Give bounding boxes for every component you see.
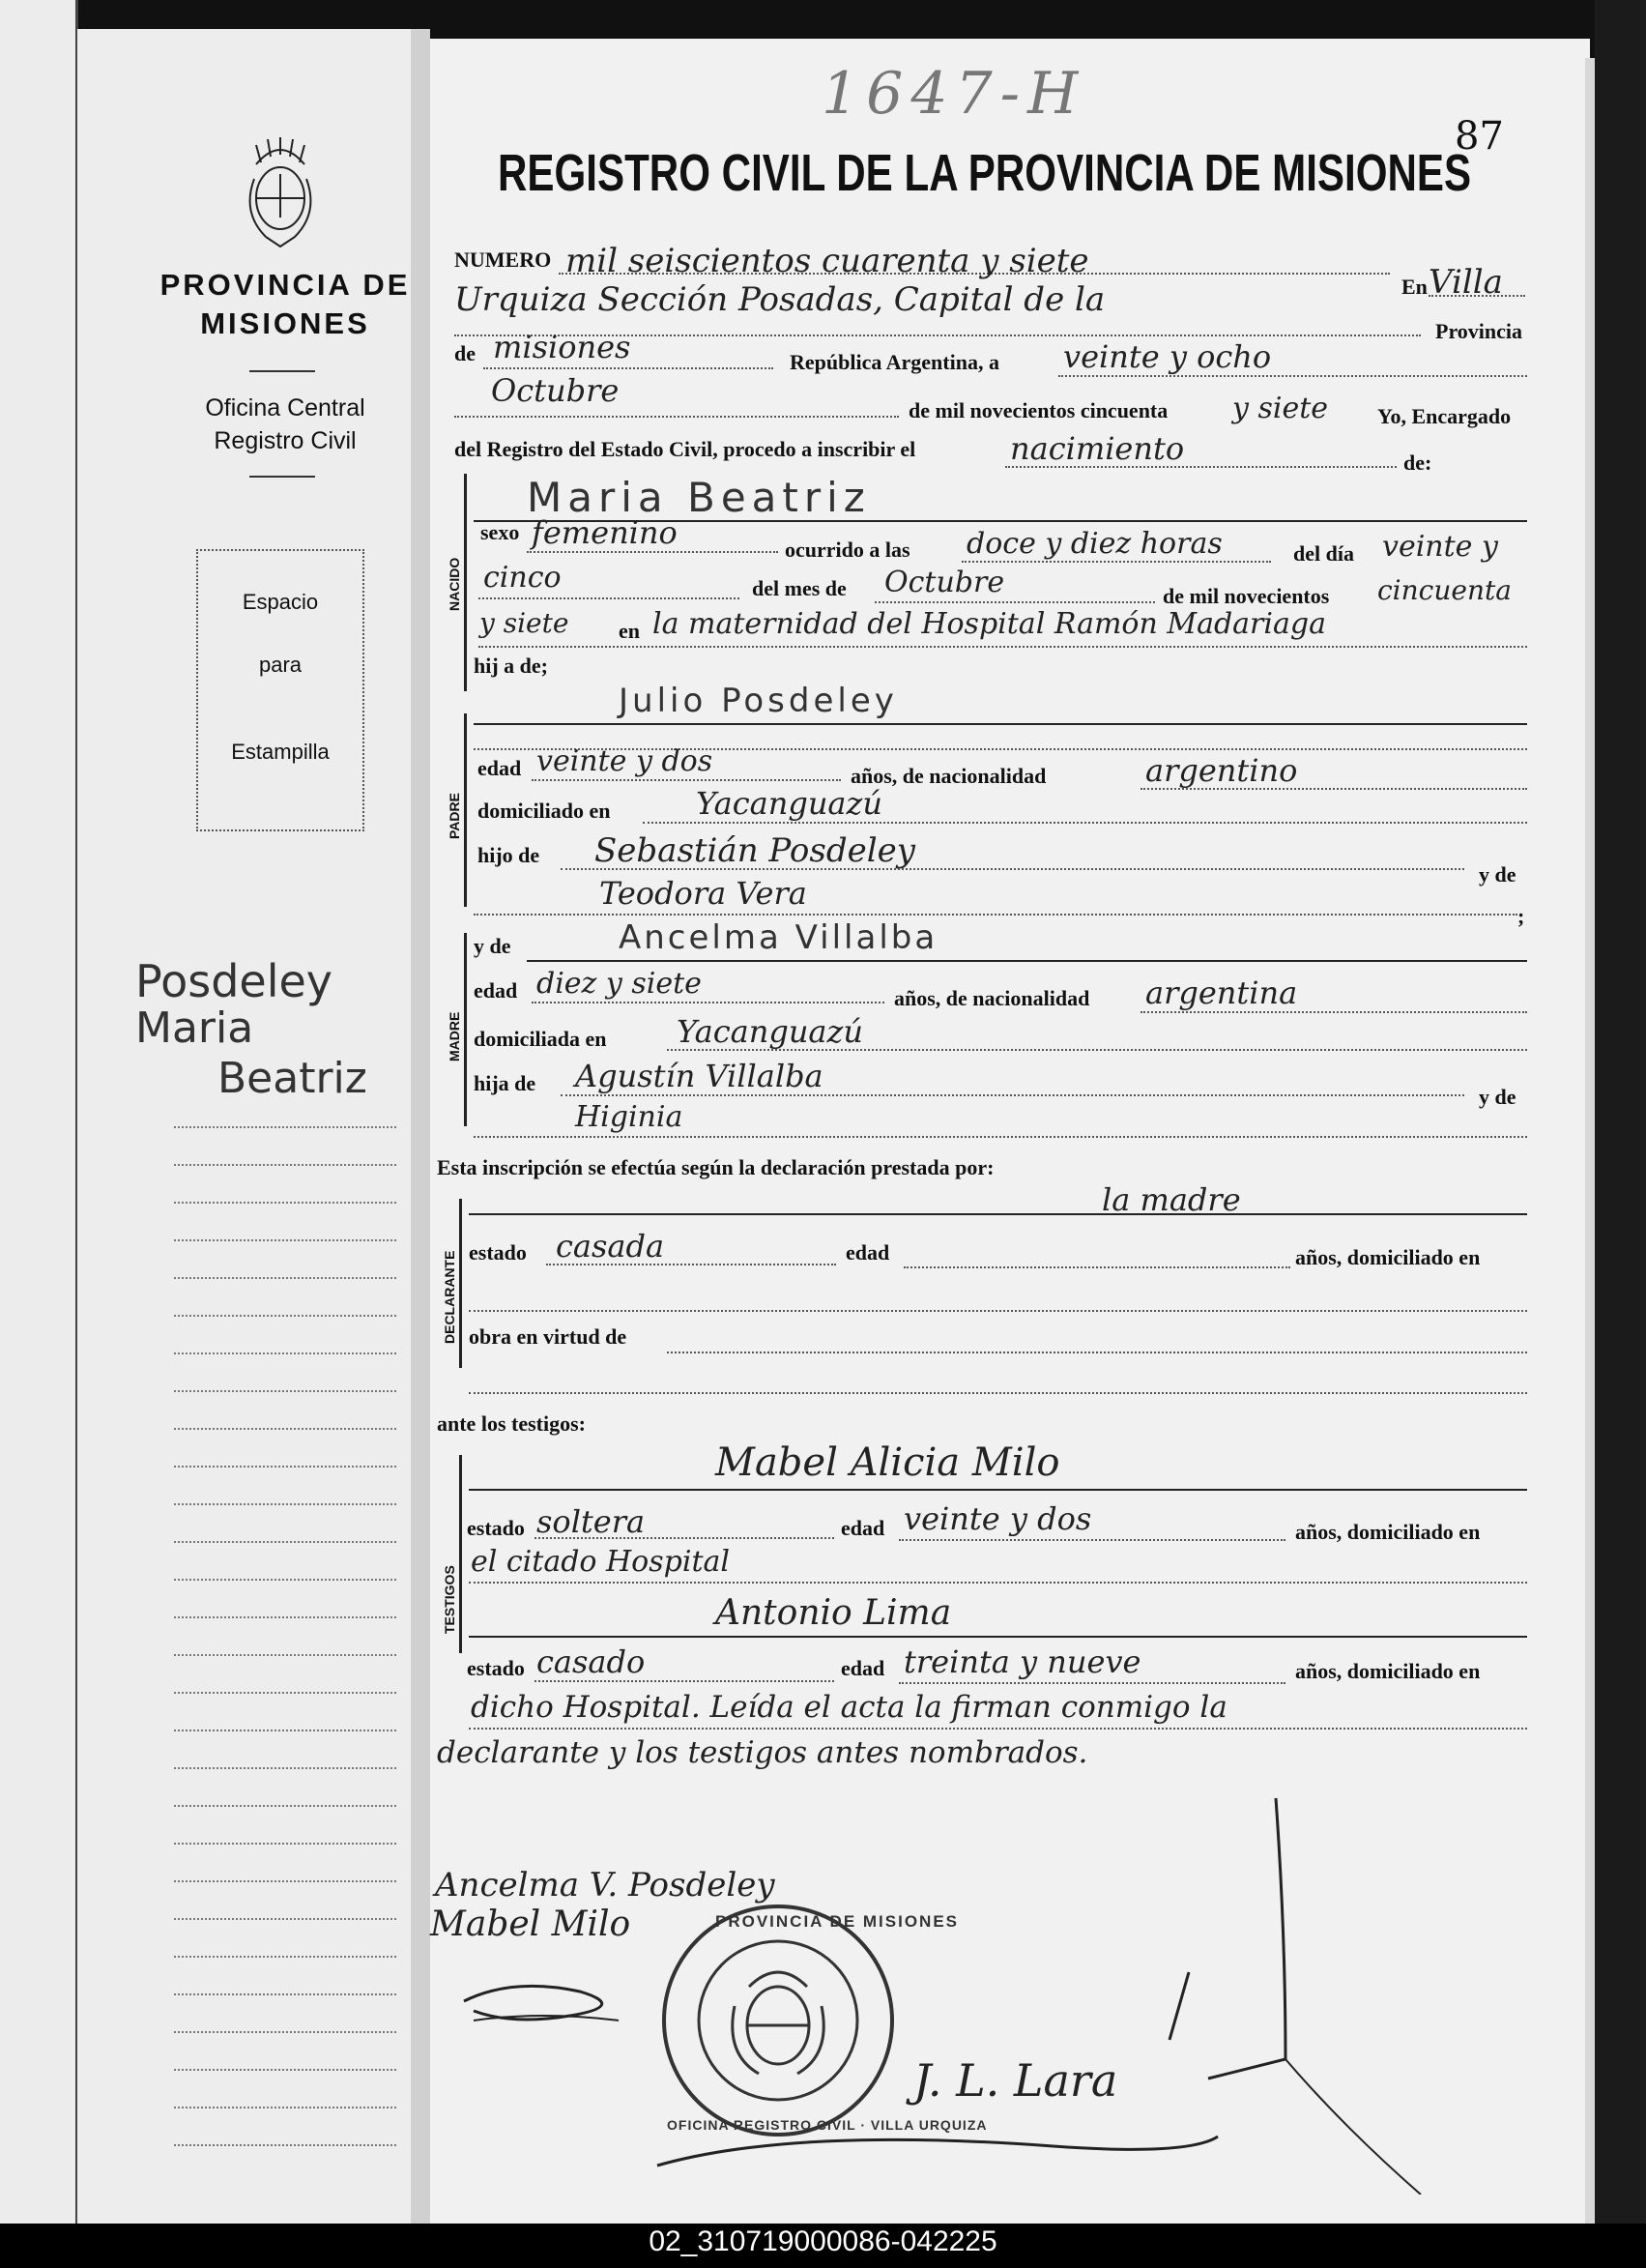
field-line — [1141, 788, 1527, 790]
mes-label: del mes de — [752, 576, 847, 600]
field-line — [899, 1682, 1285, 1684]
declaracion-intro: Esta inscripción se efectúa según la declaración prestada por: — [437, 1155, 995, 1179]
domicilio-label: domiciliado en — [477, 799, 611, 823]
closing-line: declarante y los testigos antes nombrados. — [437, 1735, 1088, 1770]
signature-underline — [648, 2108, 1227, 2214]
ocurrido-label: ocurrido a las — [785, 538, 910, 562]
office-line-2: Registro Civil — [214, 427, 357, 454]
field-line — [474, 1136, 1527, 1138]
hijo-de-label: hijo de — [477, 843, 540, 867]
name-rule — [474, 723, 1527, 725]
testigo-2-edad: treinta y nueve — [904, 1643, 1141, 1680]
mes-value: Octubre — [884, 566, 1005, 599]
estado-label: estado — [467, 1656, 525, 1680]
nacionalidad-value: argentino — [1145, 752, 1298, 789]
en-value-cont: Urquiza Sección Posadas, Capital de la — [454, 280, 1106, 319]
stamp-box-line: para — [258, 653, 303, 677]
domicilio-label: domiciliada en — [474, 1027, 607, 1051]
divider — [249, 370, 315, 372]
nacionalidad-label: años, de nacionalidad — [894, 986, 1090, 1010]
margin-note-name: Maria — [135, 1003, 254, 1053]
en-label: En — [1401, 275, 1428, 299]
anio-label: de mil novecientos — [1163, 584, 1330, 608]
nacido-section-label: NACIDO — [447, 557, 462, 611]
anios-label: años, domiciliado en — [1295, 1659, 1481, 1683]
field-line — [469, 1582, 1527, 1584]
edad-label: edad — [846, 1240, 890, 1265]
stamp-box — [196, 549, 364, 831]
name-rule — [527, 960, 1527, 962]
field-line — [875, 601, 1155, 603]
section-bracket — [459, 1199, 462, 1368]
field-line — [561, 1094, 1464, 1096]
section-bracket — [464, 474, 467, 691]
signature-officer: J. L. Lara — [913, 2054, 1118, 2107]
hija-de-value: Agustín Villalba — [575, 1058, 823, 1094]
edad-label: edad — [474, 978, 518, 1003]
nacionalidad-value: argentina — [1145, 974, 1298, 1011]
numero-value: mil seiscientos cuarenta y siete — [565, 242, 1089, 280]
dia-value: veinte y — [1382, 530, 1498, 564]
province-name: PROVINCIA DE MISIONES — [159, 268, 411, 340]
margin-note-name: Beatriz — [217, 1054, 367, 1103]
hija-de-label: hija de — [474, 1071, 536, 1095]
page-title: REGISTRO CIVIL DE LA PROVINCIA DE MISIONES — [498, 144, 1472, 202]
year-value: y siete — [1232, 392, 1329, 425]
de-value: misiones — [493, 329, 631, 365]
provincia-label: Provincia — [1435, 319, 1523, 343]
y-de-label: y de — [474, 934, 511, 958]
margin-lines — [174, 1126, 396, 2146]
field-line — [532, 779, 841, 781]
day-value: veinte y ocho — [1063, 338, 1272, 375]
testigo-1-estado: soltera — [536, 1503, 646, 1540]
field-line — [534, 1680, 834, 1682]
seal-text-bottom: OFICINA REGISTRO CIVIL · VILLA URQUIZA — [667, 2117, 988, 2133]
anio-value-cont: y siete — [479, 607, 569, 639]
field-line — [899, 1539, 1285, 1541]
yo-label: Yo, Encargado — [1377, 404, 1512, 428]
nacionalidad-label: años, de nacionalidad — [851, 764, 1047, 788]
testigo-1-domicilio: el citado Hospital — [471, 1545, 730, 1579]
testigos-intro: ante los testigos: — [437, 1411, 586, 1436]
padre-name: Julio Posdeley — [619, 682, 898, 720]
declarante-section-label: DECLARANTE — [442, 1250, 457, 1344]
field-line — [527, 551, 778, 553]
en-label: en — [619, 619, 640, 643]
edad-value: diez y siete — [536, 967, 702, 1001]
edad-label: edad — [477, 756, 522, 780]
signature-flourish — [454, 1972, 638, 2030]
field-line — [643, 822, 1527, 824]
registro-label: del Registro del Estado Civil, procedo a inscribir el — [454, 437, 916, 461]
signature-declarante: Ancelma V. Posdeley — [435, 1866, 775, 1905]
edad-label: edad — [841, 1516, 885, 1540]
obra-label: obra en virtud de — [469, 1324, 627, 1349]
testigo-2-domicilio: dicho Hospital. Leída el acta la firman conmigo la — [471, 1690, 1227, 1725]
semicolon: ; — [1517, 904, 1525, 928]
field-line — [478, 646, 1527, 648]
stamp-box-line: Espacio — [242, 590, 319, 614]
domicilio-value: Yacanguazú — [677, 1013, 863, 1050]
declarante-value: la madre — [1102, 1181, 1241, 1218]
page-number: 87 — [1455, 114, 1504, 159]
nacido-name: Maria Beatriz — [527, 474, 871, 521]
domicilio-value: Yacanguazú — [696, 785, 882, 822]
anios-label: años, domiciliado en — [1295, 1520, 1481, 1544]
office-line-1: Oficina Central — [205, 394, 365, 422]
field-line — [1429, 295, 1525, 297]
argentina-coat-of-arms-icon — [237, 135, 324, 251]
edad-value: veinte y dos — [536, 744, 713, 778]
field-line — [469, 1310, 1527, 1312]
hora-value: doce y diez horas — [967, 527, 1223, 561]
del-dia-label: del día — [1293, 541, 1354, 566]
field-line — [532, 1002, 884, 1003]
section-bracket — [464, 933, 467, 1126]
month-value: Octubre — [491, 372, 620, 409]
book-cover-edge — [1595, 0, 1646, 2224]
signature-testigo: Mabel Milo — [430, 1905, 631, 1944]
field-line — [474, 914, 1517, 916]
testigo-1-edad: veinte y dos — [904, 1500, 1092, 1537]
field-line — [483, 367, 773, 369]
estado-label: estado — [469, 1240, 527, 1265]
edad-label: edad — [841, 1656, 885, 1680]
madre-of-padre: Teodora Vera — [599, 875, 807, 912]
hijo-de-value: Sebastián Posdeley — [594, 831, 915, 870]
y-de-label: y de — [1479, 862, 1516, 887]
testigo-2-estado: casado — [536, 1643, 646, 1680]
hijo-label: hij a de; — [474, 654, 548, 678]
field-line — [904, 1266, 1290, 1268]
stamp-box-line: Estampilla — [231, 740, 330, 764]
field-line — [667, 1049, 1527, 1051]
y-de-label: y de — [1479, 1085, 1516, 1109]
file-number: 1647-H — [822, 60, 1086, 128]
de-label: de — [454, 341, 476, 365]
de-colon: de: — [1403, 451, 1432, 475]
lugar-value: la maternidad del Hospital Ramón Madariaga — [652, 607, 1326, 641]
field-line — [469, 1728, 1527, 1730]
field-line — [1005, 466, 1397, 468]
field-line — [469, 1392, 1527, 1394]
testigo-1-name: Mabel Alicia Milo — [715, 1440, 1060, 1485]
name-rule — [469, 1489, 1527, 1491]
page-gutter — [411, 29, 430, 2224]
field-line — [1058, 375, 1527, 377]
madre-name: Ancelma Villalba — [619, 918, 939, 957]
section-bracket — [464, 713, 467, 907]
estado-value: casada — [556, 1228, 665, 1265]
book-edge — [0, 0, 78, 2224]
anios-label: años, domiciliado en — [1295, 1245, 1481, 1269]
dia-value-cont: cinco — [483, 561, 562, 595]
margin-note-surname: Posdeley — [135, 955, 333, 1007]
madre-section-label: MADRE — [447, 1011, 462, 1061]
year-label: de mil novecientos cincuenta — [909, 398, 1169, 422]
testigos-section-label: TESTIGOS — [442, 1565, 457, 1634]
official-seal-icon — [657, 1900, 899, 2141]
padre-section-label: PADRE — [447, 793, 462, 839]
anio-value: cincuenta — [1377, 574, 1512, 606]
en-value: Villa — [1429, 263, 1503, 302]
act-value: nacimiento — [1010, 430, 1185, 467]
section-bracket — [459, 1455, 462, 1653]
name-rule — [469, 1213, 1527, 1215]
republica-label: República Argentina, a — [790, 350, 999, 374]
field-line — [454, 416, 899, 418]
field-line — [546, 1264, 836, 1265]
estado-label: estado — [467, 1516, 525, 1540]
field-line — [561, 868, 1464, 870]
name-rule — [469, 1636, 1527, 1638]
field-line — [1141, 1011, 1527, 1013]
field-line — [667, 1352, 1527, 1353]
field-line — [478, 597, 739, 599]
field-line — [962, 561, 1271, 563]
madre-of-madre: Higinia — [575, 1100, 683, 1134]
numero-label: NUMERO — [454, 247, 552, 272]
sexo-label: sexo — [480, 520, 520, 544]
divider — [249, 476, 315, 478]
field-line — [534, 1537, 834, 1539]
testigo-2-name: Antonio Lima — [715, 1593, 952, 1633]
sexo-value: femenino — [532, 514, 678, 551]
seal-text-top: PROVINCIA DE MISIONES — [715, 1912, 960, 1931]
image-id: 02_310719000086-042225 — [649, 2225, 997, 2257]
